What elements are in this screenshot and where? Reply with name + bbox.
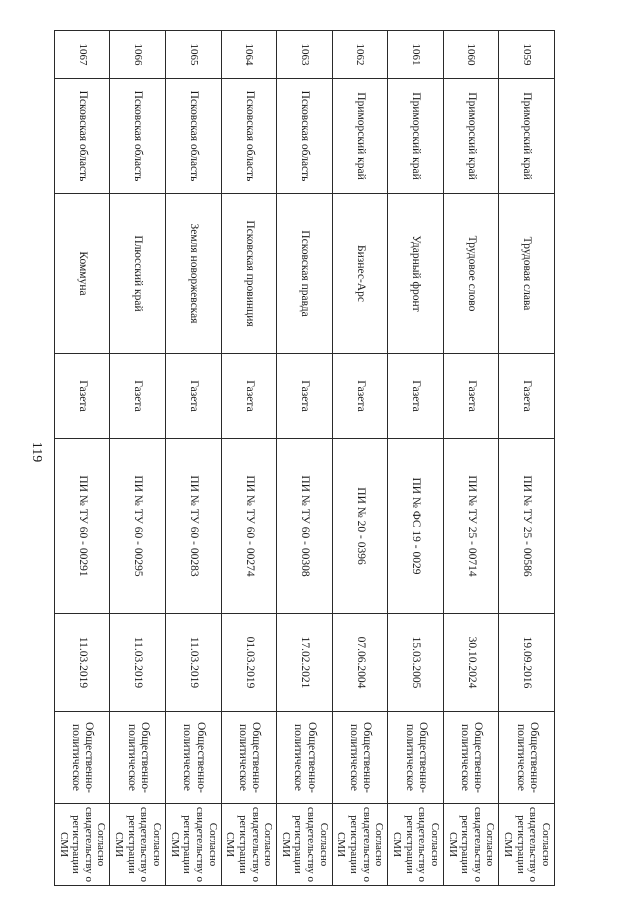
basis-cell: Согласно свидетельству о регистрации СМИ (499, 804, 555, 886)
type-cell: Газета (499, 354, 555, 439)
basis-cell: Согласно свидетельству о регистрации СМИ (221, 804, 277, 886)
basis-cell: Согласно свидетельству о регистрации СМИ (110, 804, 166, 886)
table-row (332, 31, 388, 886)
basis-cell: Согласно свидетельству о регистрации СМИ (166, 804, 222, 886)
type-cell: Газета (388, 354, 444, 439)
table-row (110, 31, 166, 886)
row-number: 1062 (332, 31, 388, 79)
registration-number-cell: ПИ № ТУ 60 - 00295 (110, 439, 166, 614)
type-cell: Газета (54, 354, 110, 439)
topic-cell: Общественно-политическое (221, 712, 277, 804)
registration-number-cell: ПИ № ТУ 60 - 00291 (54, 439, 110, 614)
registration-number-cell: ПИ № ТУ 60 - 00308 (277, 439, 333, 614)
registration-date-cell: 30.10.2024 (443, 614, 499, 712)
type-cell: Газета (166, 354, 222, 439)
topic-cell: Общественно-политическое (54, 712, 110, 804)
title-cell: Бизнес-Арс (332, 194, 388, 354)
topic-cell: Общественно-политическое (388, 712, 444, 804)
registration-number-cell: ПИ № 20 - 0396 (332, 439, 388, 614)
type-cell: Газета (443, 354, 499, 439)
title-cell: Земля новоржевская (166, 194, 222, 354)
table-row (221, 31, 277, 886)
registration-number-cell: ПИ № ФС 19 - 0029 (388, 439, 444, 614)
registration-number-cell: ПИ № ТУ 25 - 00714 (443, 439, 499, 614)
registration-number-cell: ПИ № ТУ 60 - 00283 (166, 439, 222, 614)
row-number: 1060 (443, 31, 499, 79)
region-cell: Псковская область (277, 79, 333, 194)
title-cell: Ударный фронт (388, 194, 444, 354)
row-number: 1065 (166, 31, 222, 79)
registration-date-cell: 07.06.2004 (332, 614, 388, 712)
topic-cell: Общественно-политическое (443, 712, 499, 804)
media-registry-table-wrapper (57, 30, 555, 885)
page-number: 119 (29, 441, 44, 463)
table-row (443, 31, 499, 886)
topic-cell: Общественно-политическое (332, 712, 388, 804)
region-cell: Псковская область (221, 79, 277, 194)
type-cell: Газета (221, 354, 277, 439)
basis-cell: Согласно свидетельству о регистрации СМИ (332, 804, 388, 886)
table-row (277, 31, 333, 886)
row-number: 1064 (221, 31, 277, 79)
region-cell: Псковская область (166, 79, 222, 194)
title-cell: Коммуна (54, 194, 110, 354)
registration-date-cell: 11.03.2019 (110, 614, 166, 712)
media-registry-table (54, 30, 555, 886)
registration-date-cell: 19.09.2016 (499, 614, 555, 712)
topic-cell: Общественно-политическое (277, 712, 333, 804)
type-cell: Газета (110, 354, 166, 439)
row-number: 1063 (277, 31, 333, 79)
registration-date-cell: 01.03.2019 (221, 614, 277, 712)
region-cell: Приморский край (388, 79, 444, 194)
table-row (388, 31, 444, 886)
registration-date-cell: 15.03.2005 (388, 614, 444, 712)
region-cell: Приморский край (499, 79, 555, 194)
type-cell: Газета (277, 354, 333, 439)
row-number: 1061 (388, 31, 444, 79)
registration-number-cell: ПИ № ТУ 25 - 00586 (499, 439, 555, 614)
basis-cell: Согласно свидетельству о регистрации СМИ (54, 804, 110, 886)
registration-date-cell: 11.03.2019 (166, 614, 222, 712)
title-cell: Плюсский край (110, 194, 166, 354)
table-row (499, 31, 555, 886)
registration-date-cell: 17.02.2021 (277, 614, 333, 712)
row-number: 1066 (110, 31, 166, 79)
topic-cell: Общественно-политическое (166, 712, 222, 804)
row-number: 1067 (54, 31, 110, 79)
title-cell: Трудовое слово (443, 194, 499, 354)
table-row (54, 31, 110, 886)
region-cell: Приморский край (443, 79, 499, 194)
row-number: 1059 (499, 31, 555, 79)
topic-cell: Общественно-политическое (499, 712, 555, 804)
registration-number-cell: ПИ № ТУ 60 - 00274 (221, 439, 277, 614)
title-cell: Псковская провинция (221, 194, 277, 354)
basis-cell: Согласно свидетельству о регистрации СМИ (388, 804, 444, 886)
registration-date-cell: 11.03.2019 (54, 614, 110, 712)
type-cell: Газета (332, 354, 388, 439)
table-body (54, 31, 554, 886)
basis-cell: Согласно свидетельству о регистрации СМИ (277, 804, 333, 886)
title-cell: Псковская правда (277, 194, 333, 354)
basis-cell: Согласно свидетельству о регистрации СМИ (443, 804, 499, 886)
region-cell: Псковская область (110, 79, 166, 194)
title-cell: Трудовая слава (499, 194, 555, 354)
region-cell: Псковская область (54, 79, 110, 194)
topic-cell: Общественно-политическое (110, 712, 166, 804)
table-row (166, 31, 222, 886)
region-cell: Приморский край (332, 79, 388, 194)
